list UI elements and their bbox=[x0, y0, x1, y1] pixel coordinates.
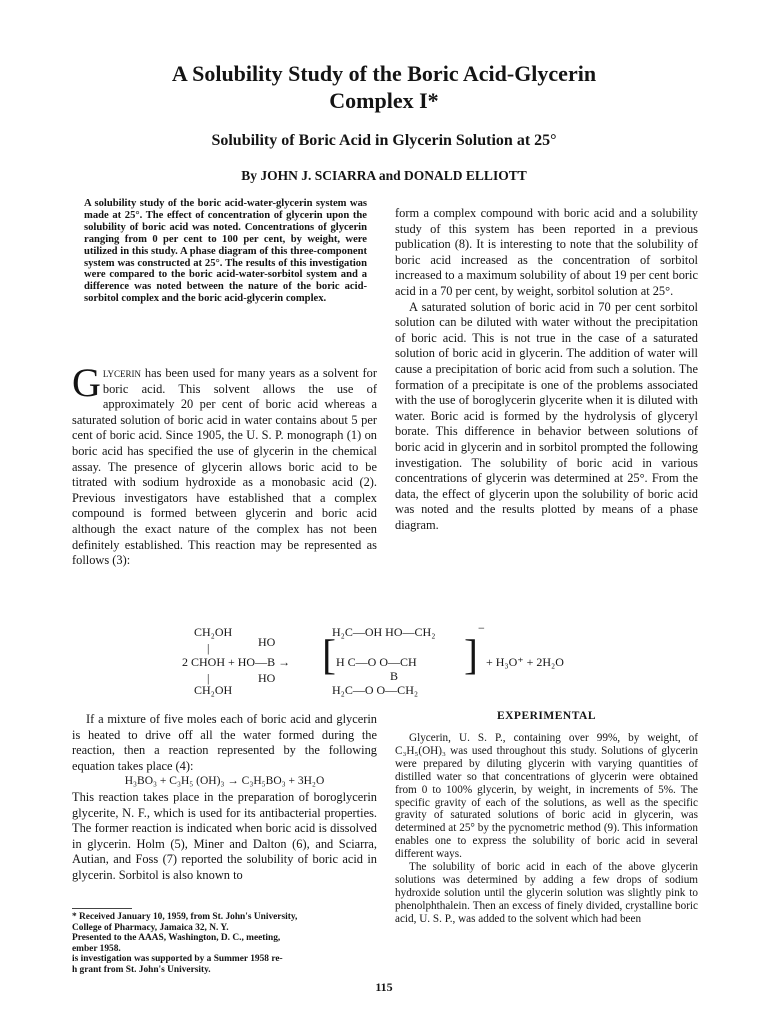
footnote-line: * Received January 10, 1959, from St. John's University, bbox=[72, 912, 298, 922]
experimental-paragraph-2: The solubility of boric acid in each of the above glycerin solutions was determined by adding a few drops of sodium hydroxide solution until the glycerin solution was slightly pink to phenolphthalein. Then an excess of finely divided, crystalline boric acid, U. S. P., was added to the solvent which had been bbox=[395, 861, 698, 925]
eq-charge: − bbox=[478, 621, 485, 635]
footnote-line: h grant from St. John's University. bbox=[72, 964, 211, 975]
footnotes bbox=[72, 912, 372, 975]
eq-boron: B bbox=[390, 669, 399, 683]
lower-left-paragraph-1: If a mixture of five moles each of boric acid and glycerin is heated to drive off all the water formed during the reaction, then a reaction represented by the following equation takes place (4): bbox=[72, 712, 377, 773]
intro-smallcaps: lycerin bbox=[102, 366, 141, 380]
paper-subtitle: Solubility of Boric Acid in Glycerin Solution at 25° bbox=[211, 132, 557, 149]
intro-text: has been used for many years as a solvent for boric acid. This solvent allows the use of approximately 20 per cent of boric acid whereas a saturated solution of boric acid in water contains about 5 per cent of boric acid. Since 1905, the U. S. P. monograph (1) on boric acid has specified the use of glycerin in the chemical assay. The presence of glycerin allows boric acid to be titrated with sodium hydroxide as a monobasic acid (2). Previous investigators have established that a complex compound is formed between glycerin and boric acid although the exact nature of the complex has not been definitely established. This reaction may be represented as follows (3): bbox=[72, 366, 377, 568]
eq-ch2oh-top: CH₂OH bbox=[194, 625, 233, 639]
lower-left-column bbox=[72, 712, 377, 884]
eq-complex-top: H₂C—OH HO—CH₂ bbox=[332, 625, 436, 639]
complex-equation: CH₂OH | 2 CHOH + HO—B → | CH₂OH HO HO [ H₂C—OH HO—CH₂ H C—O O—CH B H₂C—O O—CH₂ ] − + H₃O⁺ + 2H₂O bbox=[182, 621, 564, 697]
right-paragraph-2: A saturated solution of boric acid in 70 per cent sorbitol solution can be diluted with water without the precipitation of boric acid. This is not true in the case of a saturated solution of boric acid in glycerin. The addition of water will cause a precipitation of boric acid from such a solution. The formation of a precipitate is one of the problems associated with the use of boroglycerin glycerite when it is diluted with water. Boric acid is formed by the hydrolysis of glyceryl borate. This difference in behavior between solutions of boric acid in glycerin and in sorbitol prompted the following investigation. The solubility of boric acid in various concentrations of glycerin was determined at 25°. From the data, the effect of glycerin upon the solubility of boric acid was noted and the results plotted by means of a phase diagram. bbox=[395, 299, 698, 532]
dehydration-reaction: H₃BO₃ + C₃H₅ (OH)₃ → C₃H₅BO₃ + 3H₂O bbox=[124, 775, 325, 788]
intro-column bbox=[72, 360, 377, 569]
footnote-line: Presented to the AAAS, Washington, D. C., meeting, bbox=[72, 933, 281, 943]
paper-title bbox=[0, 60, 768, 114]
abstract: A solubility study of the boric acid-water-glycerin system was made at 25°. The effect of concentration of glycerin upon the solubility of boric acid was noted. Concentrations of glycerin ranging from 0 per cent to 100 per cent, by weight, were utilized in this study. A phase diagram of this three-component system was constructed at 25°. The results of this investigation were compared to the boric acid-water-sorbitol system and a difference was noted between the nature of the boric acid-sorbitol complex and the boric acid-glycerin complex. bbox=[84, 198, 367, 305]
eq-products: + H₃O⁺ + 2H₂O bbox=[486, 655, 564, 669]
section-heading-experimental: EXPERIMENTAL bbox=[496, 710, 597, 722]
right-paragraph-1: form a complex compound with boric acid and a solubility study of this system has been reported in a previous publication (8). It is interesting to note that the solubility of boric acid increased as the concentration of sorbitol increased to a maximum solubility of about 19 per cent boric acid in a 70 per cent, by weight, sorbitol solution at 25°. bbox=[395, 206, 698, 298]
page-number: 115 bbox=[375, 980, 393, 994]
right-column bbox=[395, 206, 698, 533]
drop-cap: G bbox=[72, 360, 101, 405]
eq-ho-top: HO bbox=[258, 635, 276, 649]
eq-choh: 2 CHOH + HO—B → bbox=[182, 655, 291, 669]
author-byline: By JOHN J. SCIARRA and DONALD ELLIOTT bbox=[241, 168, 527, 183]
eq-complex-mid: H C—O O—CH bbox=[336, 655, 417, 669]
eq-ho-bottom: HO bbox=[258, 671, 276, 685]
title-line-1: A Solubility Study of the Boric Acid-Glycerin bbox=[171, 61, 597, 86]
title-line-2: Complex I* bbox=[329, 88, 439, 113]
footnote-line: ember 1958. bbox=[72, 943, 121, 954]
experimental-section bbox=[395, 732, 698, 926]
lower-left-paragraph-2: This reaction takes place in the preparation of boroglycerin glycerite, N. F., which is used for its antibacterial properties. The former reaction is indicated when boric acid is dissolved in glycerin. Holm (5), Miner and Dalton (6), and Sciarra, Autian, and Foss (7) reported the solubility of boric acid in glycerin. Sorbitol is also known to bbox=[72, 789, 377, 882]
experimental-paragraph-1: Glycerin, U. S. P., containing over 99%, by weight, of C₃H₅(OH)₃ was used throughout this study. Solutions of glycerin were prepared by diluting glycerin with varying quantities of distilled water so that concentrations of glycerin were obtained from 0 to 100% glycerin, by weight, in increments of 5%. The specific gravity of each of the solutions, as well as the specific gravity of saturated solutions of boric acid in glycerin, was determined at 25° by the pycnometric method (9). This information enables one to express the solubility of boric acid in several different ways. bbox=[395, 732, 698, 861]
eq-complex-bottom: H₂C—O O—CH₂ bbox=[332, 683, 419, 697]
eq-ch2oh-bottom: CH₂OH bbox=[194, 683, 233, 697]
footnote-rule bbox=[72, 908, 132, 909]
footnote-line: College of Pharmacy, Jamaica 32, N. Y. bbox=[72, 922, 229, 933]
footnote-line: is investigation was supported by a Summer 1958 re- bbox=[72, 954, 283, 964]
